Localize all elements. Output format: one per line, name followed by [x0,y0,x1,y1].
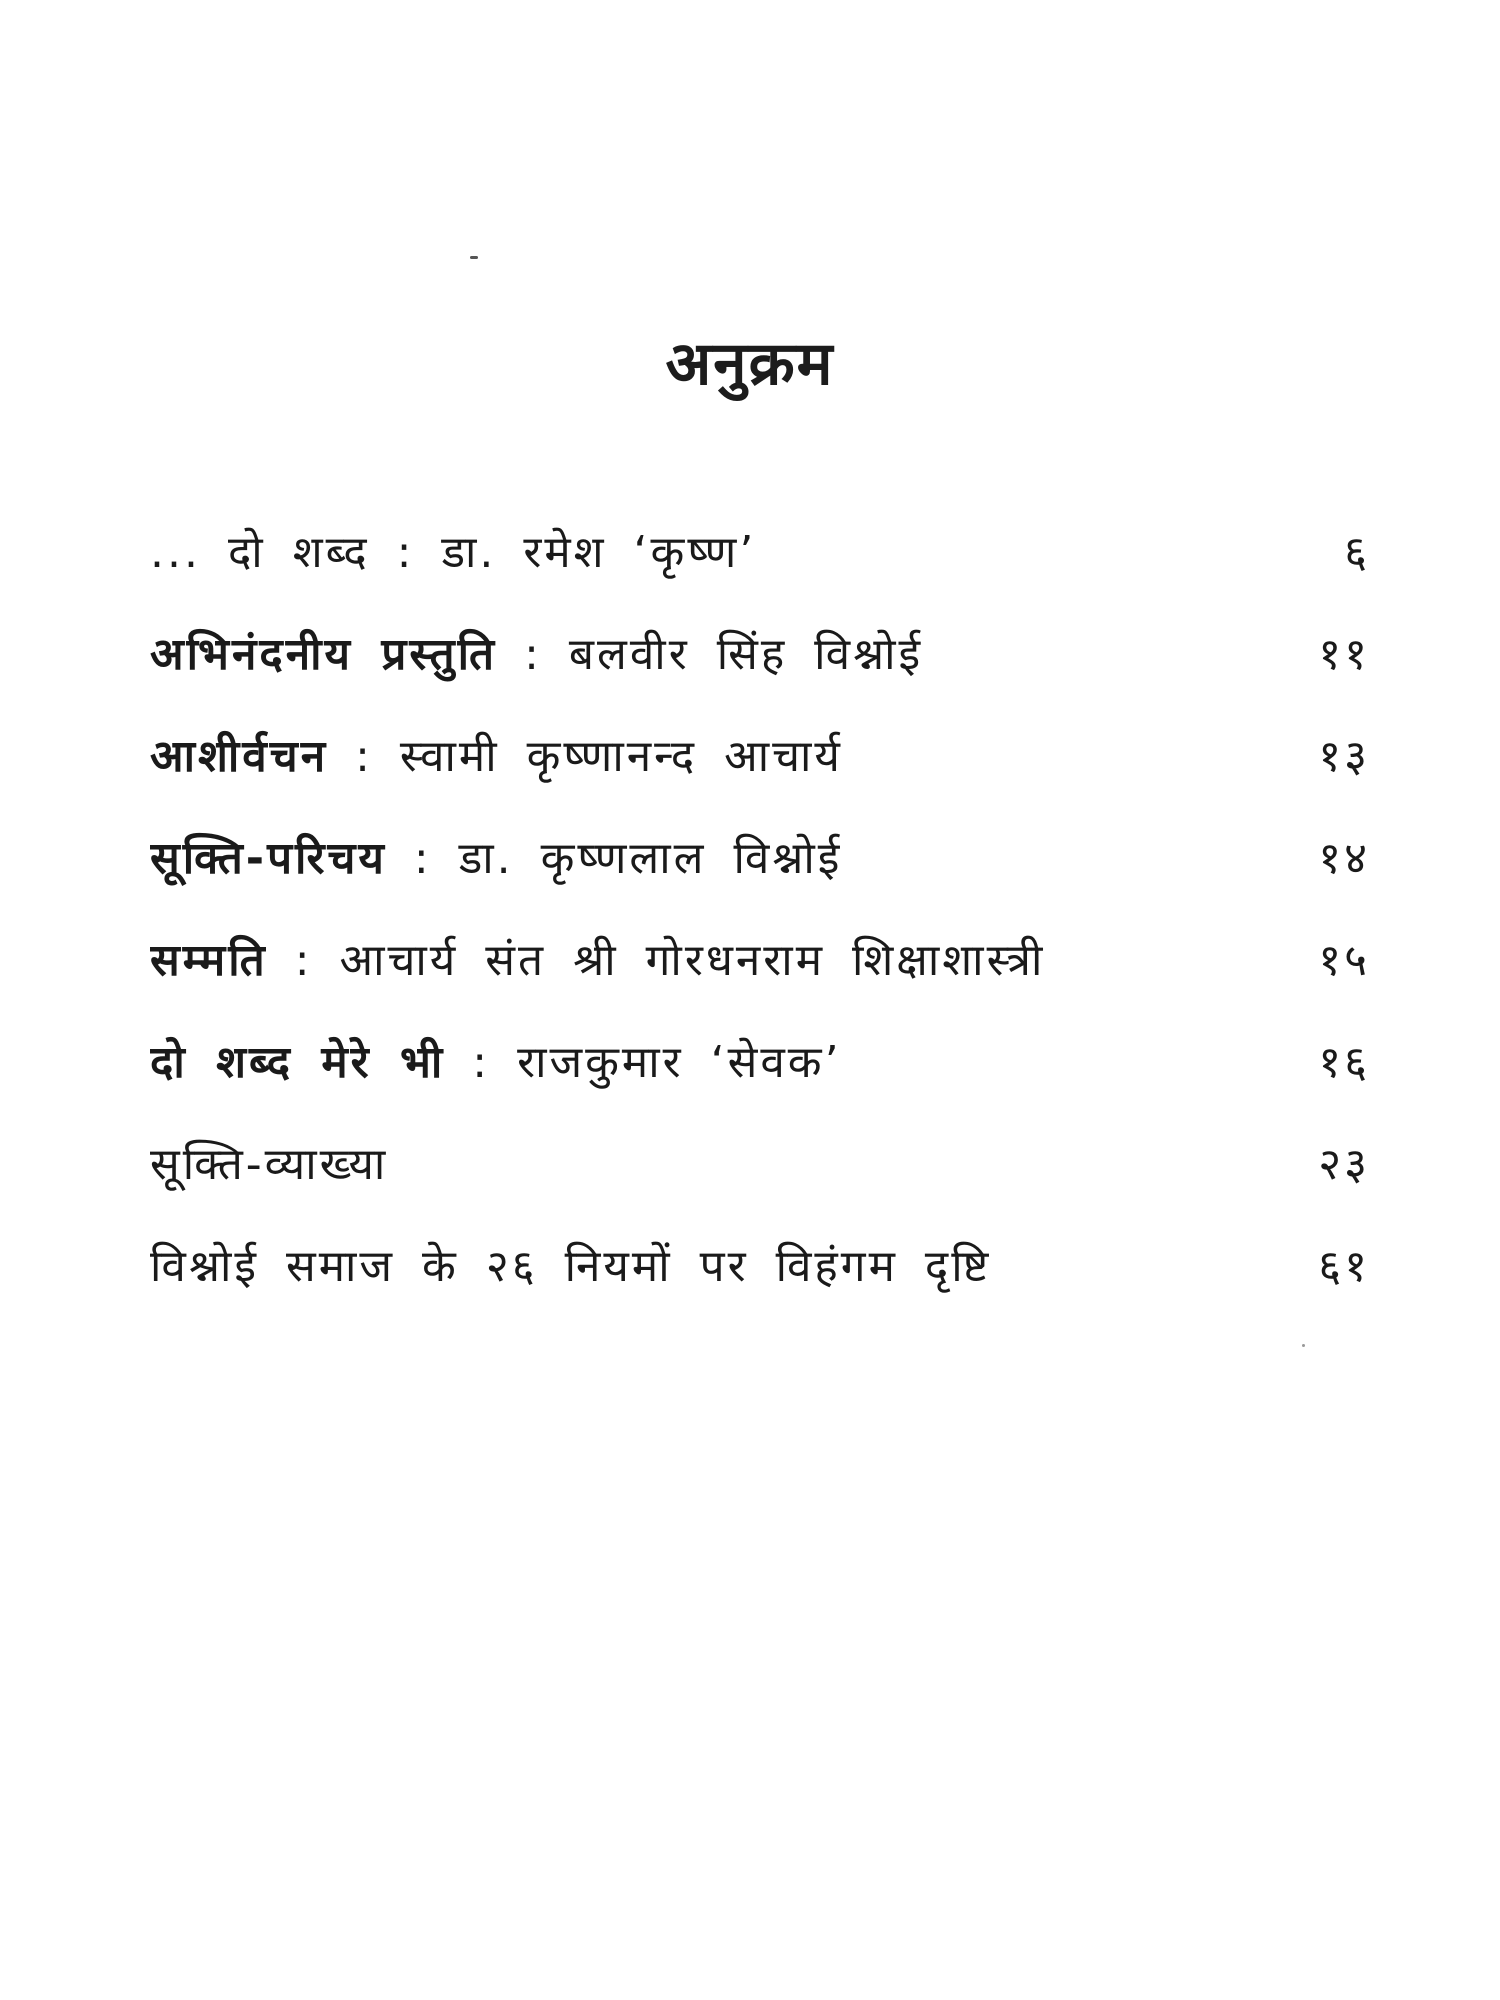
toc-page-number: १४ [1318,833,1370,884]
toc-entry-text [150,622,1290,682]
toc-page-number: ६ [1344,527,1370,578]
toc-page-number: ११ [1318,629,1370,680]
toc-page-number: १६ [1318,1037,1370,1088]
toc-entry [150,928,1370,1030]
toc-separator: : [445,1037,518,1088]
toc-page-number: ६१ [1318,1241,1370,1292]
toc-entry-text [150,724,1290,784]
toc-entry [150,622,1370,724]
toc-entry-author: बलवीर सिंह विश्नोई [568,629,924,680]
toc-entry-author: आचार्य संत श्री गोरधनराम शिक्षाशास्त्री [339,935,1046,986]
toc-page-number: १५ [1318,935,1370,986]
toc-entry-title: अभिनंदनीय प्रस्तुति [150,629,498,680]
toc-entry-title: सूक्ति-व्याख्या [150,1139,389,1190]
toc-entry-title: ... दो शब्द [150,527,370,578]
toc-separator: : [369,527,442,578]
toc-entry-title: आशीर्वचन [150,731,329,782]
toc-separator: : [328,731,400,782]
toc-entry-author: डा. कृष्णलाल विश्नोई [458,833,843,884]
toc-entry-author: राजकुमार ‘सेवक’ [517,1037,842,1088]
toc-entry-text [150,928,1290,988]
toc-separator: : [267,935,340,986]
print-speck [470,256,478,259]
toc-separator: : [386,833,459,884]
toc-entry [150,520,1370,622]
toc-entry-text [150,1234,1290,1294]
page-title: अनुक्रम [665,329,835,400]
toc-entry [150,1234,1370,1336]
toc-entry-text [150,520,1290,580]
toc-entry-text [150,1132,1290,1192]
toc-entry-title: विश्नोई समाज के २६ नियमों पर विहंगम दृष्टि [150,1241,992,1292]
toc-entry-title: सूक्ति-परिचय [150,833,387,884]
toc-entry-author: डा. रमेश ‘कृष्ण’ [441,527,757,578]
toc-entry [150,826,1370,928]
toc-entry-author: स्वामी कृष्णानन्द आचार्य [399,731,843,782]
toc-page-number: १३ [1318,731,1370,782]
toc-entry [150,1132,1370,1234]
toc-entry [150,1030,1370,1132]
print-speck [1302,1344,1305,1347]
toc-entry-title: सम्मति [150,935,268,986]
toc-entry [150,724,1370,826]
toc-page-number: २३ [1318,1139,1370,1190]
toc-separator: : [497,629,569,680]
table-of-contents [150,520,1370,1336]
toc-entry-text [150,826,1290,886]
toc-entry-title: दो शब्द मेरे भी [150,1037,446,1088]
toc-entry-text [150,1030,1290,1090]
